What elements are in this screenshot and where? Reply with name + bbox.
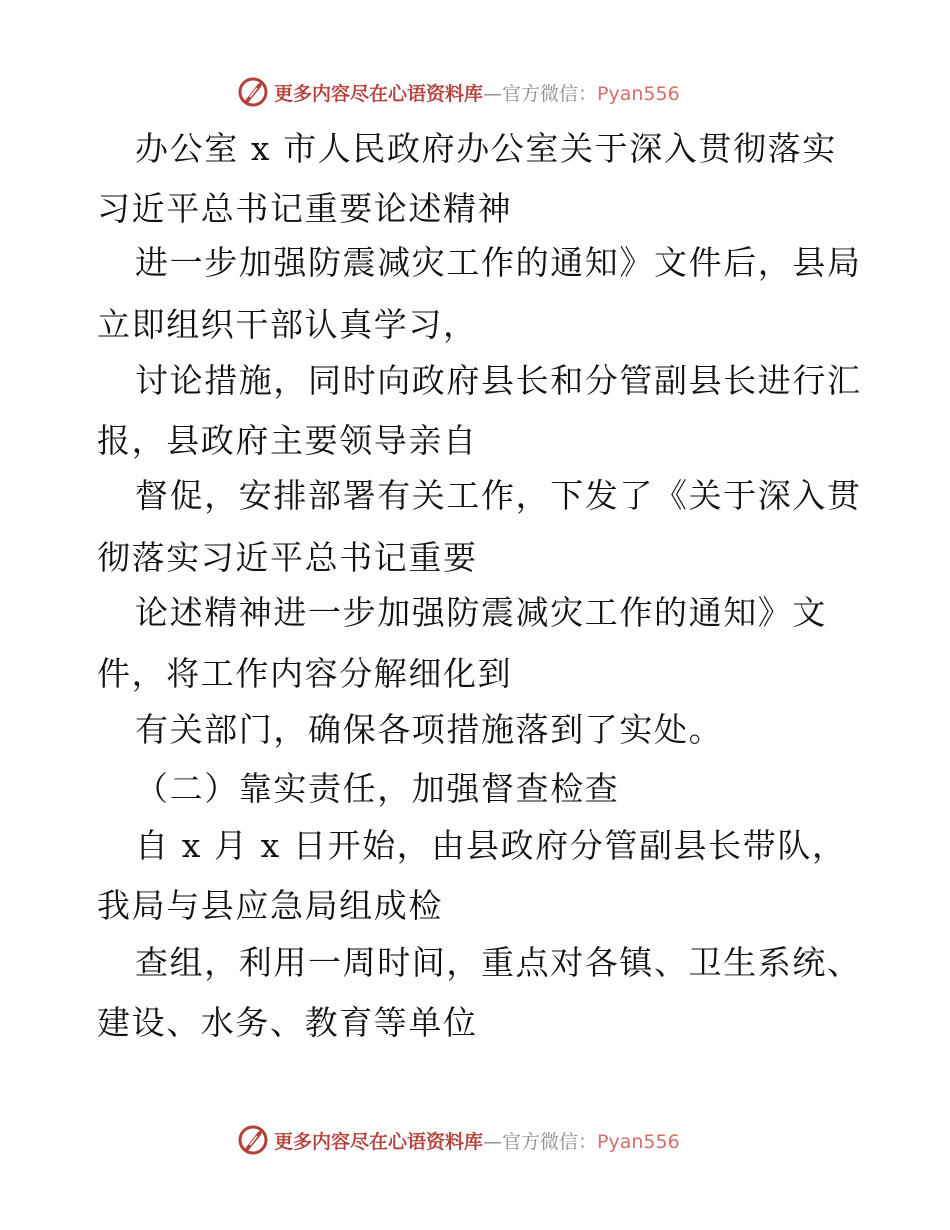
text-line: 彻落实习近平总书记重要 bbox=[97, 538, 478, 577]
text-line: 办公室 x 市人民政府办公室关于深入贯彻落实 bbox=[135, 129, 837, 168]
text-line: 件，将工作内容分解细化到 bbox=[97, 654, 513, 693]
watermark-wechat-label: 官方微信： bbox=[502, 82, 598, 105]
text-line: 进一步加强防震减灾工作的通知》文件后，县局 bbox=[135, 243, 862, 282]
text-line: 查组，利用一周时间，重点对各镇、卫生系统、 bbox=[135, 943, 862, 982]
text-line: 有关部门，确保各项措施落到了实处。 bbox=[135, 710, 724, 749]
text-line: 建设、水务、教育等单位 bbox=[97, 1003, 478, 1042]
watermark-text bbox=[274, 79, 680, 106]
text-line: 自 x 月 x 日开始，由县政府分管副县长带队， bbox=[135, 826, 847, 865]
watermark-wechat-label: 官方微信： bbox=[502, 1130, 598, 1153]
watermark-separator: — bbox=[483, 1130, 503, 1153]
text-line: 讨论措施，同时向政府县长和分管副县长进行汇 bbox=[135, 361, 862, 400]
header-watermark bbox=[236, 72, 756, 112]
text-line: 我局与县应急局组成检 bbox=[97, 886, 443, 925]
watermark-text bbox=[274, 1127, 680, 1154]
watermark-brand: 更多内容尽在心语资料库 bbox=[274, 82, 484, 105]
watermark-wechat-id: Pyan556 bbox=[597, 1130, 680, 1153]
watermark-brand: 更多内容尽在心语资料库 bbox=[274, 1130, 484, 1153]
text-line: 习近平总书记重要论述精神 bbox=[97, 189, 513, 228]
watermark-wechat-id: Pyan556 bbox=[597, 82, 680, 105]
text-line: 督促，安排部署有关工作，下发了《关于深入贯 bbox=[135, 476, 862, 515]
text-line: 立即组织干部认真学习， bbox=[97, 305, 478, 344]
footer-watermark bbox=[236, 1120, 756, 1160]
quill-pen-logo-icon bbox=[236, 75, 270, 109]
watermark-separator: — bbox=[483, 82, 503, 105]
text-line: 报，县政府主要领导亲自 bbox=[97, 421, 478, 460]
text-line: 论述精神进一步加强防震减灾工作的通知》文 bbox=[135, 593, 827, 632]
quill-pen-logo-icon bbox=[236, 1123, 270, 1157]
section-heading: （二）靠实责任，加强督查检查 bbox=[135, 769, 620, 808]
